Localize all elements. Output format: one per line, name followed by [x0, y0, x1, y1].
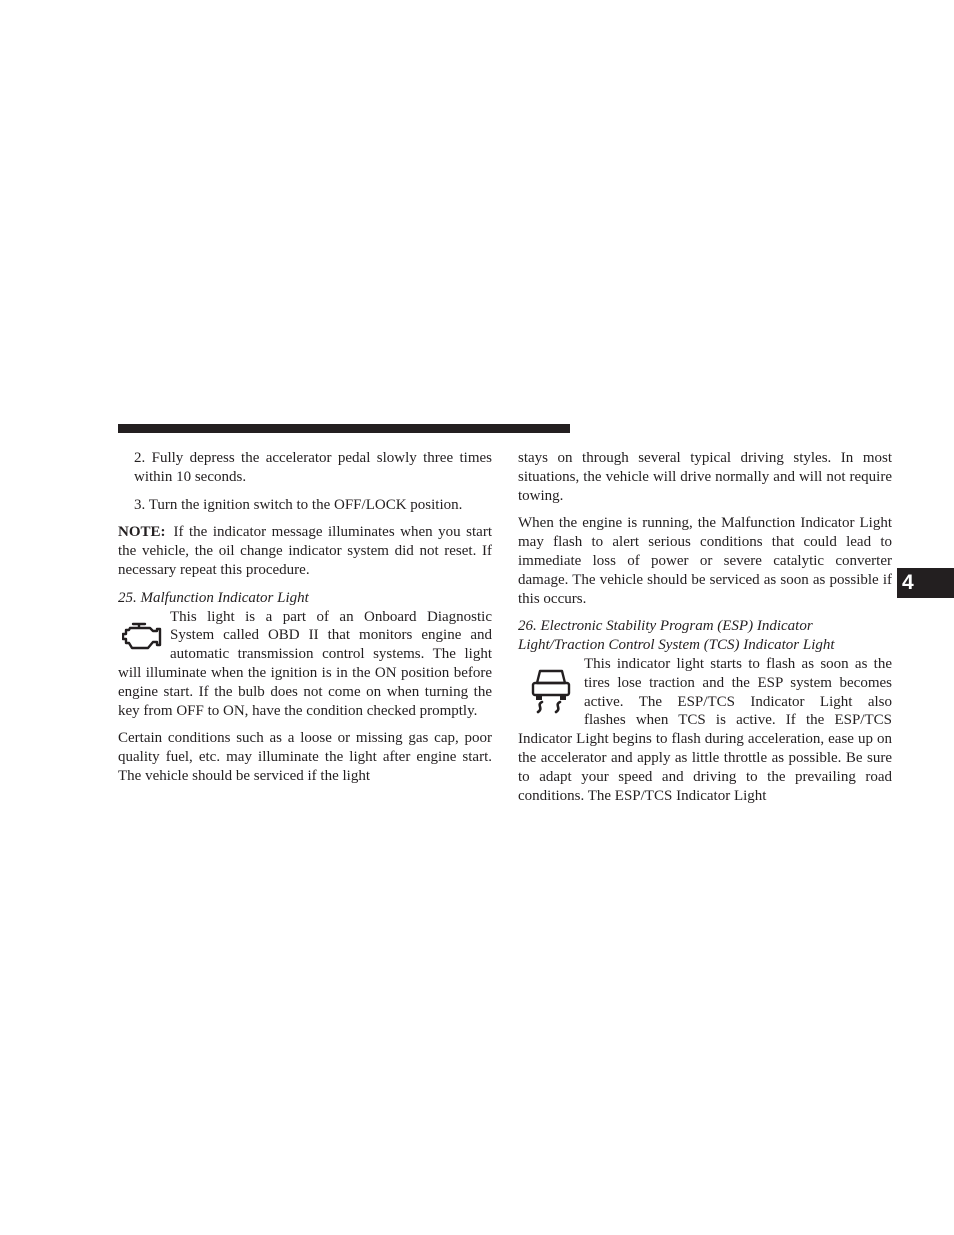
mil-block	[118, 608, 492, 664]
note-text: If the indicator message illuminates when you start the vehicle, the oil change indicator system did not reset. If necessary repeat this procedure.	[118, 524, 492, 578]
heading-esp-line-2: Light/Traction Control System (TCS) Indicator Light	[518, 637, 835, 654]
right-column	[518, 449, 892, 814]
esp-wrap-text	[584, 655, 892, 730]
esp-paragraph-rest: Indicator Light begins to flash during acceleration, ease up on the accelerator and apply as little throttle as possible. Be sure to adapt your speed and driving to the prevailing road conditions. The ESP/TCS Indicator Light	[518, 731, 892, 804]
note-paragraph	[118, 523, 492, 579]
conditions-paragraph: Certain conditions such as a loose or missing gas cap, poor quality fuel, etc. may illuminate the light after engine start. The vehicle should be serviced if the light	[118, 730, 492, 784]
step-3: 3. Turn the ignition switch to the OFF/LOCK position.	[134, 496, 463, 513]
section-rule	[118, 424, 570, 433]
mil-line-2: System called OBD II that monitors engine and	[170, 627, 492, 644]
engine-icon	[118, 608, 170, 664]
heading-esp-line-1: 26. Electronic Stability Program (ESP) Indicator	[518, 618, 813, 635]
esp-line-3: active. The ESP/TCS Indicator Light also	[584, 693, 892, 710]
step-2: 2. Fully depress the accelerator pedal slowly three times within 10 seconds.	[134, 450, 492, 485]
esp-line-2: tires lose traction and the ESP system becomes	[584, 674, 892, 691]
mil-paragraph-rest: will illuminate when the ignition is in the ON position before engine start. If the bulb does not come on when turning the key from OFF to ON, have the condition checked promptly.	[118, 664, 492, 719]
heading-esp-tcs-indicator	[518, 617, 892, 655]
continued-paragraph: stays on through several typical driving styles. In most situations, the vehicle will drive normally and will not require towing.	[518, 450, 892, 504]
engine-running-paragraph: When the engine is running, the Malfunction Indicator Light may flash to alert serious conditions that could lead to immediate loss of power or severe catalytic converter damage. The vehicle should be serviced as soon as possible if this occurs.	[518, 515, 892, 607]
heading-malfunction-indicator: 25. Malfunction Indicator Light	[118, 589, 309, 606]
note-label: NOTE:	[118, 524, 166, 541]
skidding-car-icon	[518, 655, 584, 730]
mil-line-3: automatic transmission control systems. The light	[170, 646, 492, 663]
esp-line-4: flashes when TCS is active. If the ESP/TCS	[584, 712, 892, 729]
left-column	[118, 449, 492, 795]
mil-wrap-text	[170, 608, 492, 664]
chapter-tab: 4	[897, 568, 954, 598]
esp-line-1: This indicator light starts to flash as soon as the	[584, 655, 892, 672]
esp-block	[518, 655, 892, 730]
mil-line-1: This light is a part of an Onboard Diagnostic	[170, 608, 492, 625]
